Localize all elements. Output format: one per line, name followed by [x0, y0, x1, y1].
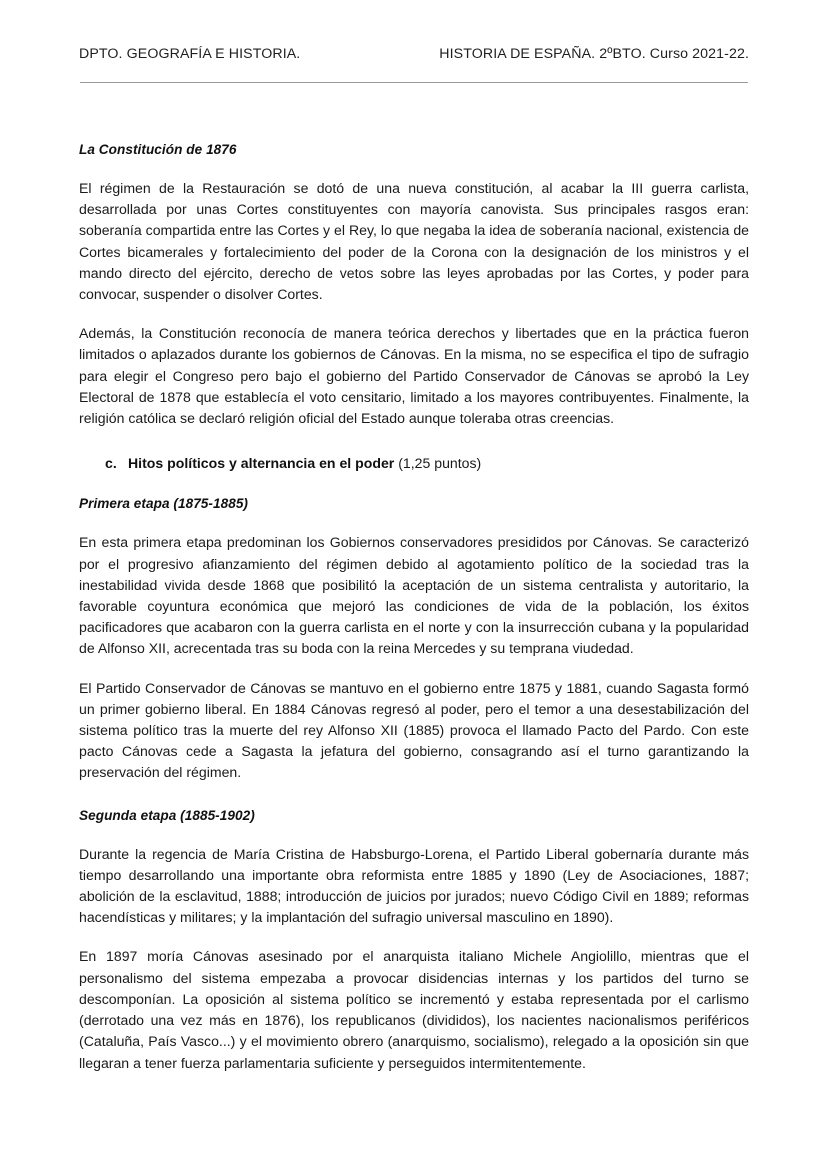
list-item-title: Hitos políticos y alternancia en el poder [128, 455, 395, 472]
paragraph-segunda-etapa-2: En 1897 moría Cánovas asesinado por el anarquista italiano Michele Angiolillo, mientras que el personalismo del sistema empezaba a provocar disidencias internas y los partidos del turno se descomponían. La oposición al sistema político se incrementó y estaba representada por el carlismo (derrotado una vez más en 1876), los republicanos (divididos), los nacientes nacionalismos periféricos (Cataluña, País Vasco...) y el movimiento obrero (anarquismo, socialismo), relegado a la oposición sin que llegaran a tener fuerza parlamentaria suficiente y perseguidos intermitentemente. [79, 948, 749, 1071]
list-item [79, 453, 749, 474]
spacer [79, 928, 749, 946]
header-course-text: HISTORIA DE ESPAÑA. 2ºBTO. Curso 2021-22. [439, 46, 749, 62]
spacer [79, 660, 749, 678]
spacer [79, 784, 749, 806]
heading-primera-etapa: Primera etapa (1875-1885) [79, 496, 249, 512]
paragraph-segunda-etapa-1: Durante la regencia de María Cristina de Habsburgo-Lorena, el Partido Liberal gobernaría durante más tiempo desarrollando una importante obra reformista entre 1885 y 1890 (Ley de Asociaciones, 1887; abolición de la esclavitud, 1888; introducción de juicios por jurados; nuevo Código Civil en 1889; reformas hacendísticas y militares; y la implantación del sufragio universal masculino en 1890). [79, 845, 749, 926]
document-body [79, 140, 749, 1074]
document-header [79, 46, 749, 62]
heading-la-constitucion-de-1876: La Constitución de 1876 [79, 142, 237, 157]
paragraph-primera-etapa-2: El Partido Conservador de Cánovas se mantuvo en el gobierno entre 1875 y 1881, cuando Sagasta formó un primer gobierno liberal. En 1884 Cánovas regresó al poder, pero el temor a una desestabilización del sistema político tras la muerte del rey Alfonso XII (1885) provoca el llamado Pacto del Pardo. Con este pacto Cánovas cede a Sagasta la jefatura del gobierno, consagrando así el turno garantizando la preservación del régimen. [79, 679, 749, 781]
list-item-points: (1,25 puntos) [394, 455, 482, 472]
spacer [79, 160, 749, 178]
paragraph-primera-etapa-1: En esta primera etapa predominan los Gobiernos conservadores presididos por Cánovas. Se caracterizó por el progresivo afianzamiento del régimen debido al agotamiento político de la sociedad tras la inestabilidad vivida desde 1868 que posibilitó la aceptación de un sistema centralista y autoritario, la favorable coyuntura económica que mejoró las condiciones de vida de la población, los éxitos pacificadores que acabaron con la guerra carlista en el norte y con la insurrección cubana y la popularidad de Alfonso XII, acrecentada tras su boda con la reina Mercedes y su temprana viudedad. [79, 534, 749, 657]
spacer [79, 305, 749, 323]
list-item-marker: c. [105, 455, 117, 472]
spacer [79, 514, 749, 532]
heading-segunda-etapa: Segunda etapa (1885-1902) [79, 807, 255, 823]
spacer [79, 474, 749, 494]
spacer [79, 429, 749, 453]
paragraph-constitucion-2: Además, la Constitución reconocía de manera teórica derechos y libertades que en la práctica fueron limitados o aplazados durante los gobiernos de Cánovas. En la misma, no se especifica el tipo de sufragio para elegir el Congreso pero bajo el gobierno del Partido Conservador de Cánovas se aprobó la Ley Electoral de 1878 que establecía el voto censitario, limitado a los mayores contribuyentes. Finalmente, la religión católica se declaró religión oficial del Estado aunque toleraba otras creencias. [79, 325, 749, 427]
header-department-text: DPTO. GEOGRAFÍA E HISTORIA. [79, 46, 301, 62]
header-divider [80, 82, 748, 83]
spacer [79, 826, 749, 844]
list-item-label [128, 453, 749, 474]
paragraph-constitucion-1: El régimen de la Restauración se dotó de una nueva constitución, al acabar la III guerra carlista, desarrollada por unas Cortes constituyentes con mayoría canovista. Sus principales rasgos eran: soberanía compartida entre las Cortes y el Rey, lo que negaba la idea de soberanía nacional, existencia de Cortes bicamerales y fortalecimiento del poder de la Corona con la designación de los ministros y el mando directo del ejército, derecho de vetos sobre las leyes aprobadas por las Cortes, y poder para convocar, suspender o disolver Cortes. [79, 180, 749, 303]
